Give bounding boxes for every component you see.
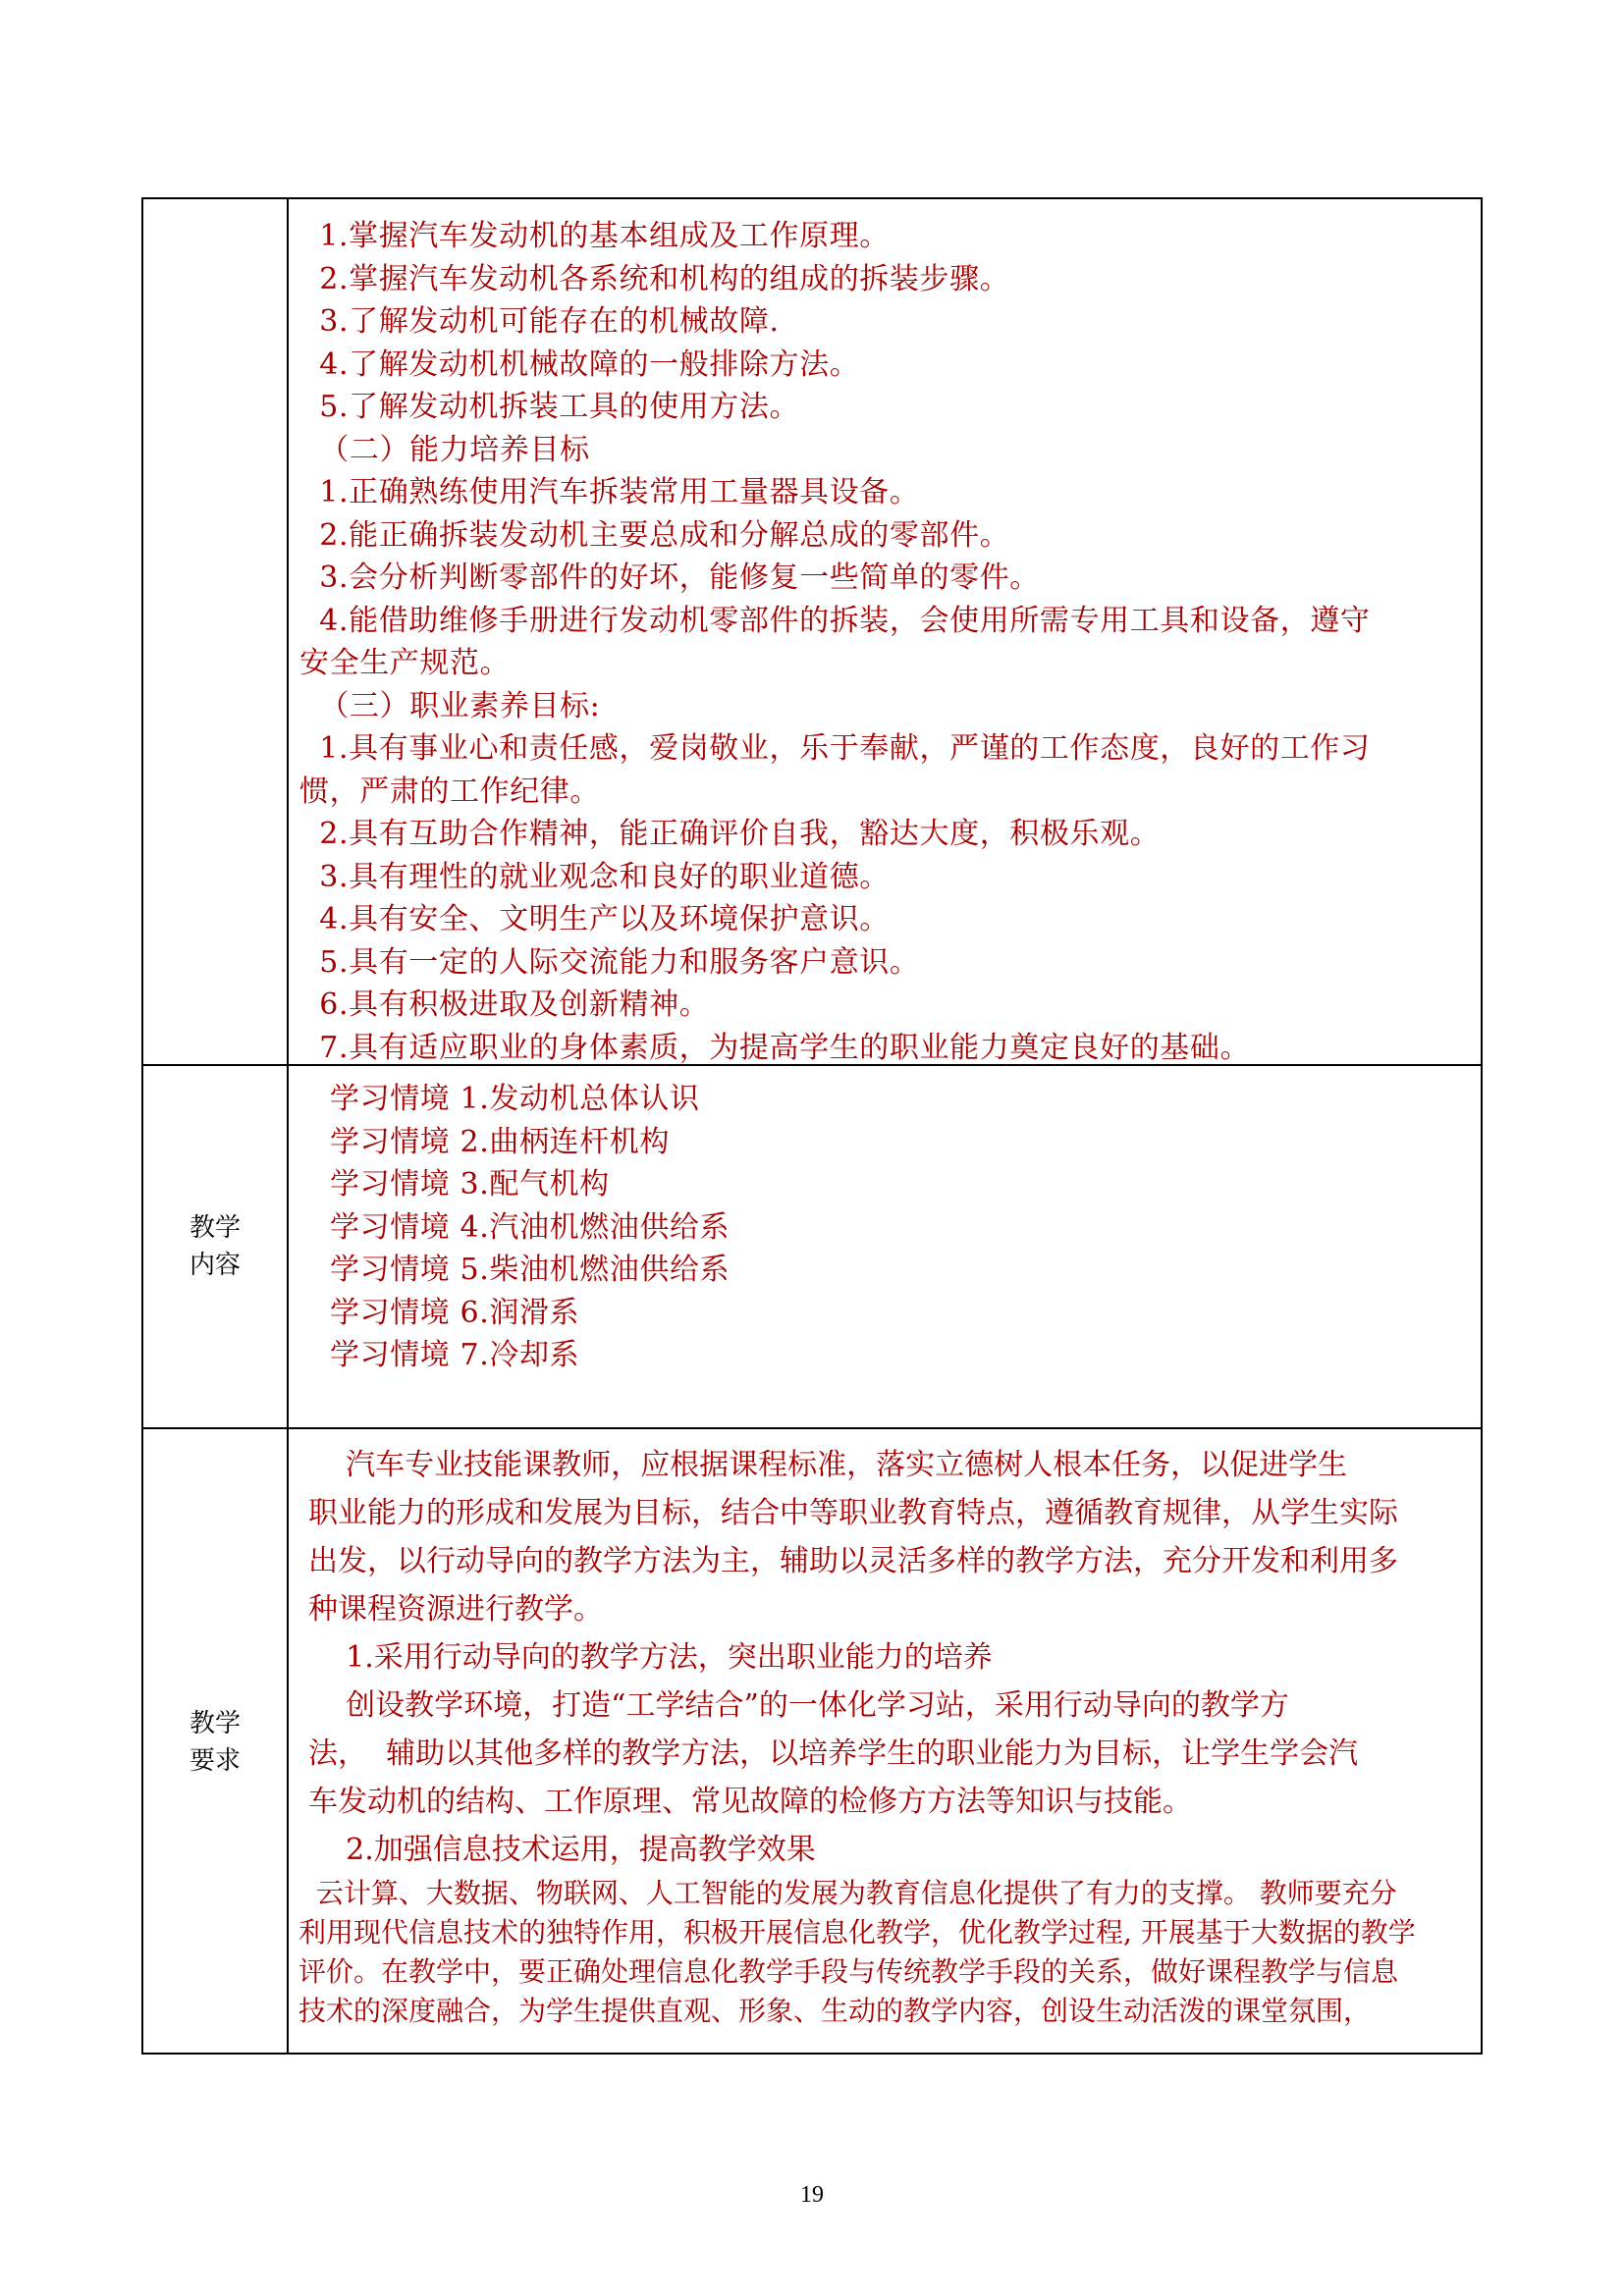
requirements-line: 职业能力的形成和发展为目标，结合中等职业教育特点，遵循教育规律，从学生实际: [308, 1496, 1398, 1530]
objective-line: 5.具有一定的人际交流能力和服务客户意识。: [299, 944, 920, 980]
objective-line: 5.了解发动机拆装工具的使用方法。: [299, 390, 800, 424]
teaching-content-list: [291, 1066, 1481, 1427]
requirements-heading: 2.加强信息技术运用，提高教学效果: [308, 1833, 816, 1867]
objectives-label-cell: [143, 199, 289, 1064]
objective-line: 1.具有事业心和责任感，爱岗敬业，乐于奉献，严谨的工作态度，良好的工作习: [299, 731, 1371, 766]
teaching-content-row: [143, 1066, 1481, 1429]
objective-line: 3.具有理性的就业观念和良好的职业道德。: [299, 859, 890, 894]
objective-line: 惯，严肃的工作纪律。: [299, 774, 600, 809]
learning-situation-item: 学习情境 5.柴油机燃油供给系: [330, 1253, 731, 1287]
requirements-line: 创设教学环境，打造“工学结合”的一体化学习站，采用行动导向的教学方: [308, 1688, 1289, 1723]
teaching-requirements-label: 教学要求: [189, 1708, 241, 1776]
teaching-requirements-label-cell: [143, 1429, 289, 2055]
requirements-line: 出发，以行动导向的教学方法为主，辅助以灵活多样的教学方法，充分开发和利用多: [308, 1544, 1398, 1578]
requirements-line: 汽车专业技能课教师，应根据课程标准，落实立德树人根本任务，以促进学生: [308, 1448, 1348, 1482]
page-number: 19: [800, 2182, 824, 2208]
learning-situation-item: 学习情境 3.配气机构: [330, 1167, 610, 1201]
objective-line: 3.会分析判断零部件的好坏，能修复一些简单的零件。: [299, 561, 1040, 595]
teaching-content-label-cell: [143, 1066, 289, 1427]
objective-line: 4.具有安全、文明生产以及环境保护意识。: [299, 902, 890, 936]
requirements-heading: 1.采用行动导向的教学方法，突出职业能力的培养: [308, 1640, 993, 1675]
objective-line: 2.掌握汽车发动机各系统和机构的组成的拆装步骤。: [299, 261, 1010, 296]
objective-line: 3.了解发动机可能存在的机械故障.: [299, 304, 780, 339]
learning-situation-item: 学习情境 6.润滑系: [330, 1295, 580, 1330]
objective-heading: （三）职业素养目标:: [299, 688, 601, 723]
objective-heading: （二）能力培养目标: [299, 432, 590, 467]
objectives-content: [291, 199, 1481, 1064]
requirements-line: 种课程资源进行教学。: [308, 1592, 603, 1627]
objective-line: 4.了解发动机机械故障的一般排除方法。: [299, 347, 860, 382]
objective-line: 2.具有互助合作精神，能正确评价自我，豁达大度，积极乐观。: [299, 817, 1161, 851]
objective-line: 1.正确熟练使用汽车拆装常用工量器具设备。: [299, 475, 920, 509]
objectives-row: [143, 199, 1481, 1066]
learning-situation-item: 学习情境 2.曲柄连杆机构: [330, 1124, 670, 1159]
requirements-line: 法， 辅助以其他多样的教学方法，以培养学生的职业能力为目标，让学生学会汽: [308, 1736, 1359, 1771]
teaching-requirements-row: [143, 1429, 1481, 2055]
learning-situation-item: 学习情境 7.冷却系: [330, 1338, 580, 1372]
objective-line: 7.具有适应职业的身体素质，为提高学生的职业能力奠定良好的基础。: [299, 1030, 1251, 1065]
objective-line: 4.能借助维修手册进行发动机零部件的拆装，会使用所需专用工具和设备，遵守: [299, 603, 1371, 638]
learning-situation-item: 学习情境 4.汽油机燃油供给系: [330, 1209, 731, 1245]
requirements-line: 利用现代信息技术的独特作用，积极开展信息化教学，优化教学过程, 开展基于大数据的教学: [298, 1916, 1416, 1949]
requirements-line: 技术的深度融合，为学生提供直观、形象、生动的教学内容，创设生动活泼的课堂氛围，: [298, 1995, 1372, 2027]
teaching-content-label: 教学内容: [189, 1213, 241, 1280]
objective-line: 2.能正确拆装发动机主要总成和分解总成的零部件。: [299, 517, 1010, 553]
objective-line: 1.掌握汽车发动机的基本组成及工作原理。: [299, 219, 890, 253]
requirements-line: 车发动机的结构、工作原理、常见故障的检修方方法等知识与技能。: [308, 1785, 1192, 1819]
requirements-line: 评价。在教学中，要正确处理信息化教学手段与传统教学手段的关系，做好课程教学与信息: [298, 1955, 1399, 1988]
objective-line: 安全生产规范。: [299, 646, 511, 680]
curriculum-table: [141, 197, 1483, 2055]
teaching-requirements-text: [291, 1429, 1481, 2055]
learning-situation-item: 学习情境 1.发动机总体认识: [330, 1082, 700, 1116]
objective-line: 6.具有积极进取及创新精神。: [299, 988, 710, 1022]
requirements-line: 云计算、大数据、物联网、人工智能的发展为教育信息化提供了有力的支撑。 教师要充分: [298, 1877, 1397, 1909]
